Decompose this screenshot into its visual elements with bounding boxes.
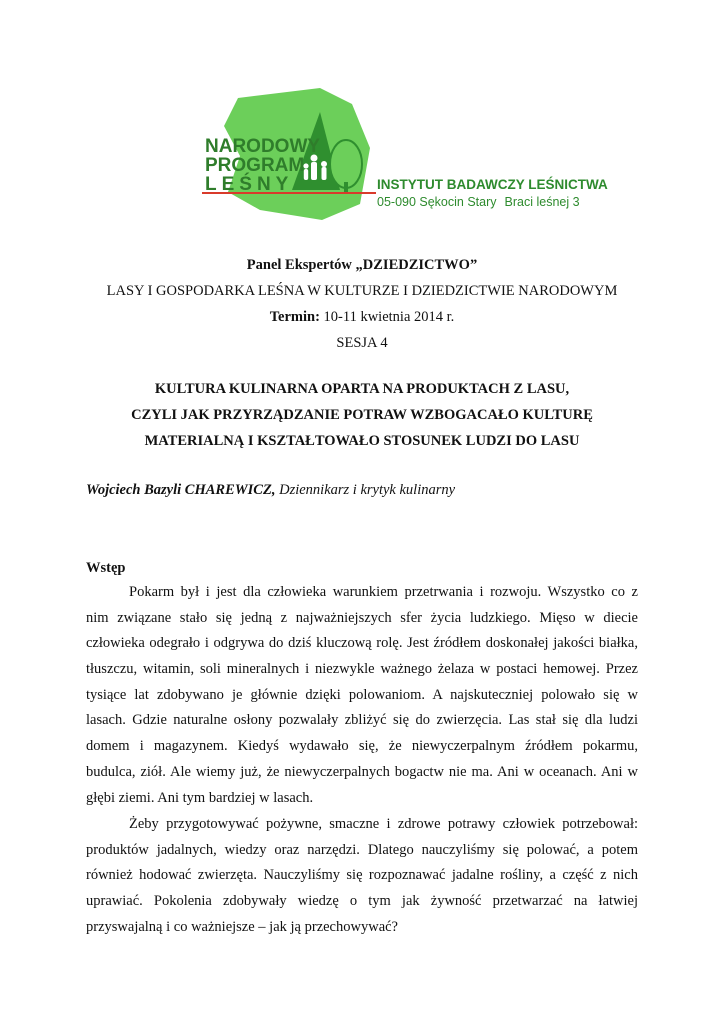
doc-title-line-2: CZYLI JAK PRZYRZĄDZANIE POTRAW WZBOGACAŁO KULTURĘ: [131, 407, 593, 423]
paragraph-line: tysiące lat zdobywano je głównie dzięki polowaniom. A najskuteczniej polowało się w: [86, 686, 638, 703]
doc-title-line-3: MATERIALNĄ I KSZTAŁTOWAŁO STOSUNEK LUDZI DO LASU: [144, 433, 580, 449]
author-role: Dziennikarz i krytyk kulinarny: [275, 482, 456, 498]
panel-subtitle: LASY I GOSPODARKA LEŚNA W KULTURZE I DZIEDZICTWIE NARODOWYM: [106, 283, 618, 299]
paragraph-line: przyswajalną i co ważniejsze – jak ją przechowywać?: [86, 918, 398, 935]
date-value: 10-11 kwietnia 2014 r.: [319, 309, 455, 325]
paragraph-line: uprawiać. Pokolenia zdobywały wiedzę o tym jak żywność przetwarzać na łatwiej: [86, 893, 638, 910]
paragraph-line: głębi ziemi. Ani tym bardziej w lasach.: [86, 789, 314, 806]
institute-block: [377, 177, 608, 209]
paragraph-line: nim związane stało się jedną z najważniejszych sfer życia ludzkiego. Mięso w diecie: [86, 609, 638, 626]
paragraph-line: Żeby przygotowywać pożywne, smaczne i zdrowe potrawy człowiek potrzebował:: [129, 816, 638, 832]
paragraph-line: budulca, ziół. Ale wiemy już, że niewyczerpalnych bogactw nie ma. Ani w oceanach. Ani w: [86, 763, 638, 780]
institute-name: INSTYTUT BADAWCZY LEŚNICTWA: [377, 177, 608, 192]
paragraph-line: również hodować zwierzęta. Nauczyliśmy się rozpoznawać jadalne rośliny, a część z nich: [86, 867, 638, 884]
author-name: Wojciech Bazyli CHAREWICZ,: [86, 482, 276, 498]
paragraph-line: produktów jadalnych, wiedzy oraz narzędzi. Dlatego nauczyliśmy się polować, a potem: [86, 841, 638, 858]
institute-address: [377, 195, 587, 209]
program-line-1: NARODOWY: [205, 136, 321, 157]
paragraph-line: tłuszczu, witamin, soli mineralnych i niezwykle ważnego żelaza w postaci hemowej. Przez: [86, 661, 638, 678]
program-line-3: LEŚNY: [205, 174, 294, 195]
panel-title: Panel Ekspertów „DZIEDZICTWO”: [246, 257, 478, 273]
paragraph-line: domem i magazynem. Kiedyś wydawało się, że niewyczerpalnym źródłem pokarmu,: [86, 738, 638, 755]
institute-address-street: Braci leśnej 3: [504, 195, 580, 209]
session-label: SESJA 4: [336, 335, 388, 351]
institute-address-postal: 05-090 Sękocin Stary: [377, 195, 497, 209]
author-line: [86, 482, 455, 499]
paragraph-2: [86, 812, 638, 940]
doc-title-line-1: KULTURA KULINARNA OPARTA NA PRODUKTACH Z LASU,: [154, 381, 570, 397]
header-logo: [200, 86, 608, 226]
paragraph-1: [86, 580, 638, 811]
date-label: Termin:: [269, 309, 320, 325]
paragraph-line: Pokarm był i jest dla człowieka warunkiem przetrwania i rozwoju. Wszystko co z: [129, 584, 638, 600]
program-name: [205, 137, 335, 194]
program-line-2: PROGRAM: [205, 155, 305, 176]
date-line: [40, 309, 684, 326]
section-heading: Wstęp: [86, 560, 126, 576]
paragraph-line: człowieka odegrało i odgrywa do dziś kluczową rolę. Jest źródłem doskonałej jakości białka,: [86, 635, 638, 652]
paragraph-line: lasach. Gdzie naturalne osłony pozwalały zbliżyć się do zwierzęcia. Las stał się dla ludzi: [86, 712, 638, 729]
